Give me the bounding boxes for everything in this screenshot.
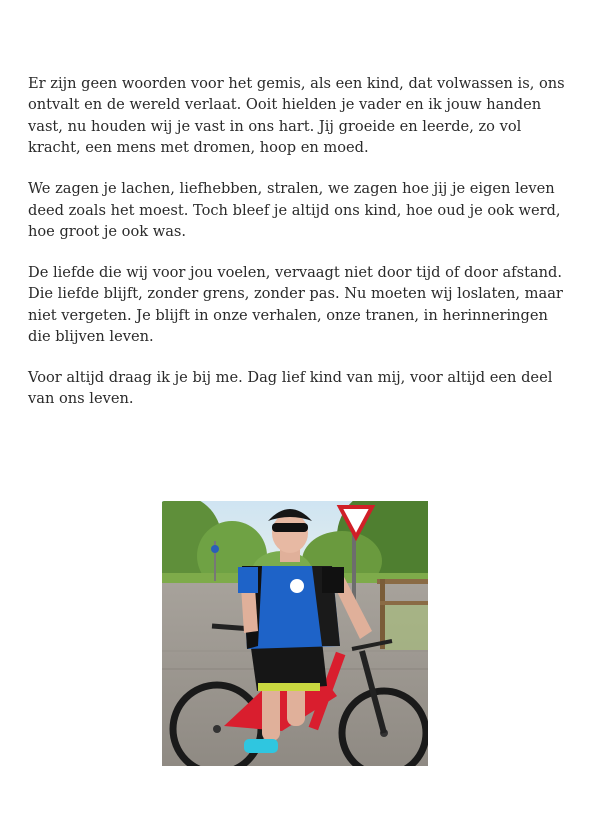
text-line: van ons leven.	[28, 390, 134, 408]
text-line: deed zoals het moest. Toch bleef je altijd ons kind, hoe oud je ook werd,	[28, 201, 561, 219]
memorial-text	[28, 73, 576, 429]
paragraph-4	[28, 367, 576, 410]
paragraph-3	[28, 262, 576, 348]
text-line: kracht, een mens met dromen, hoop en moed.	[28, 139, 369, 157]
text-line: hoe groot je ook was.	[28, 222, 187, 240]
text-line: Die liefde blijft, zonder grens, zonder pas. Nu moeten wij loslaten, maar	[28, 285, 563, 303]
text-line: niet vergeten. Je blijft in onze verhalen, onze tranen, in herinneringen	[28, 306, 548, 324]
paragraph-2	[28, 178, 576, 242]
text-line: De liefde die wij voor jou voelen, vervaagt niet door tijd of door afstand.	[28, 263, 563, 281]
text-line: We zagen je lachen, liefhebben, stralen, we zagen hoe jij je eigen leven	[28, 180, 555, 198]
paragraph-1	[28, 73, 576, 159]
text-line: Voor altijd draag ik je bij me. Dag lief kind van mij, voor altijd een deel	[28, 368, 553, 386]
memorial-photo	[162, 501, 428, 766]
text-line: Er zijn geen woorden voor het gemis, als een kind, dat volwassen is, ons	[28, 75, 565, 92]
text-line: ontvalt en de wereld verlaat. Ooit hielden je vader en ik jouw handen	[28, 96, 542, 114]
text-line: die blijven leven.	[28, 328, 154, 346]
text-line: vast, nu houden wij je vast in ons hart. Jij groeide en leerde, zo vol	[28, 117, 522, 135]
cyclist-photo-illustration	[162, 501, 428, 766]
